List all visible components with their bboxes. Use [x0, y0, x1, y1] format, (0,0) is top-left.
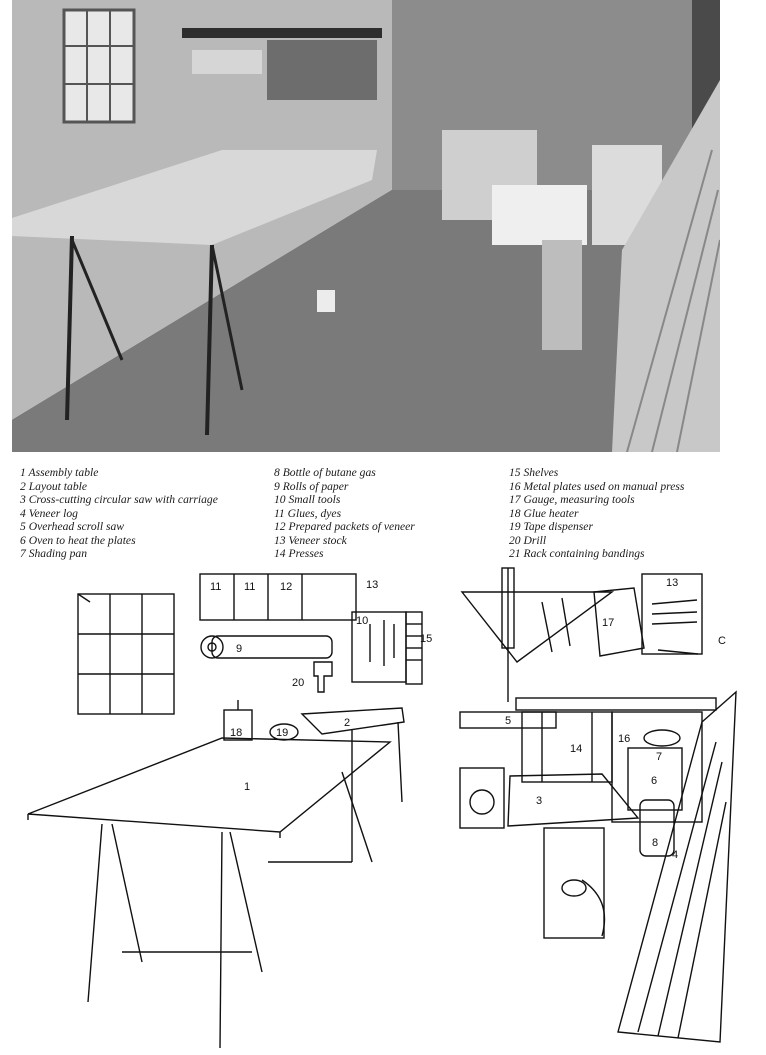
- circular-saw-drawing: [508, 774, 638, 938]
- legend-item: 16 Metal plates used on manual press: [509, 479, 685, 493]
- glue-shelf-drawing: [200, 574, 356, 620]
- left-machine-drawing: [460, 768, 504, 828]
- legend-column-3: [509, 466, 684, 561]
- legend-item: 8 Bottle of butane gas: [274, 466, 376, 479]
- label-2: 2: [344, 717, 351, 729]
- label-12: 12: [280, 581, 293, 593]
- label-1: 1: [244, 781, 251, 793]
- legend-item: 7 Shading pan: [20, 547, 87, 560]
- label-3: 3: [536, 795, 543, 807]
- gauge-drawing: [542, 588, 644, 656]
- legend-item: 3 Cross-cutting circular saw with carriage: [20, 493, 218, 506]
- label-20: 20: [292, 677, 305, 689]
- legend-column-1: [20, 466, 218, 561]
- label-17: 17: [602, 617, 615, 629]
- label-16: 16: [618, 733, 631, 745]
- label-6: 6: [651, 775, 658, 787]
- legend-item: 10 Small tools: [274, 493, 341, 506]
- label-11a: 11: [210, 581, 222, 593]
- label-14: 14: [570, 743, 583, 755]
- legend-item: 6 Oven to heat the plates: [20, 533, 136, 547]
- layout-table-drawing: [302, 708, 404, 862]
- window-drawing: [78, 594, 174, 714]
- veneer-log-drawing: [618, 692, 736, 1042]
- label-19: 19: [276, 727, 289, 739]
- drill-drawing: [314, 662, 332, 692]
- legend-item: 15 Shelves: [509, 466, 559, 479]
- legend-item: 4 Veneer log: [20, 506, 78, 520]
- label-13a: 13: [366, 579, 379, 591]
- label-5: 5: [505, 715, 512, 727]
- legend-item: 11 Glues, dyes: [274, 506, 342, 520]
- legend-item: 17 Gauge, measuring tools: [509, 493, 635, 506]
- workshop-line-drawing: [22, 562, 742, 1050]
- assembly-table-drawing: [28, 738, 390, 1048]
- legend-item: 12 Prepared packets of veneer: [274, 520, 415, 533]
- legend-item: 2 Layout table: [20, 479, 87, 493]
- legend-item: 13 Veneer stock: [274, 533, 347, 547]
- label-9: 9: [236, 643, 243, 655]
- legend-item: 1 Assembly table: [20, 466, 99, 479]
- legend-item: 14 Presses: [274, 547, 324, 560]
- workshop-photograph: [12, 0, 720, 452]
- label-7: 7: [656, 751, 663, 763]
- legend-column-2: [274, 466, 415, 561]
- paper-rolls-drawing: [201, 636, 332, 658]
- legend-item: 9 Rolls of paper: [274, 479, 349, 493]
- legend-item: 5 Overhead scroll saw: [20, 520, 125, 533]
- label-15: 15: [420, 633, 433, 645]
- legend-item: 19 Tape dispenser: [509, 520, 593, 533]
- label-10: 10: [356, 615, 369, 627]
- legend-item: 21 Rack containing bandings: [509, 547, 645, 560]
- label-11b: 11: [244, 581, 256, 593]
- label-c: C: [718, 635, 726, 647]
- legend-item: 20 Drill: [509, 533, 547, 547]
- label-13b: 13: [666, 577, 679, 589]
- label-4: 4: [672, 849, 679, 861]
- scroll-saw-drawing: [460, 568, 716, 728]
- legend-item: 18 Glue heater: [509, 506, 579, 520]
- label-18: 18: [230, 727, 243, 739]
- label-8: 8: [652, 837, 659, 849]
